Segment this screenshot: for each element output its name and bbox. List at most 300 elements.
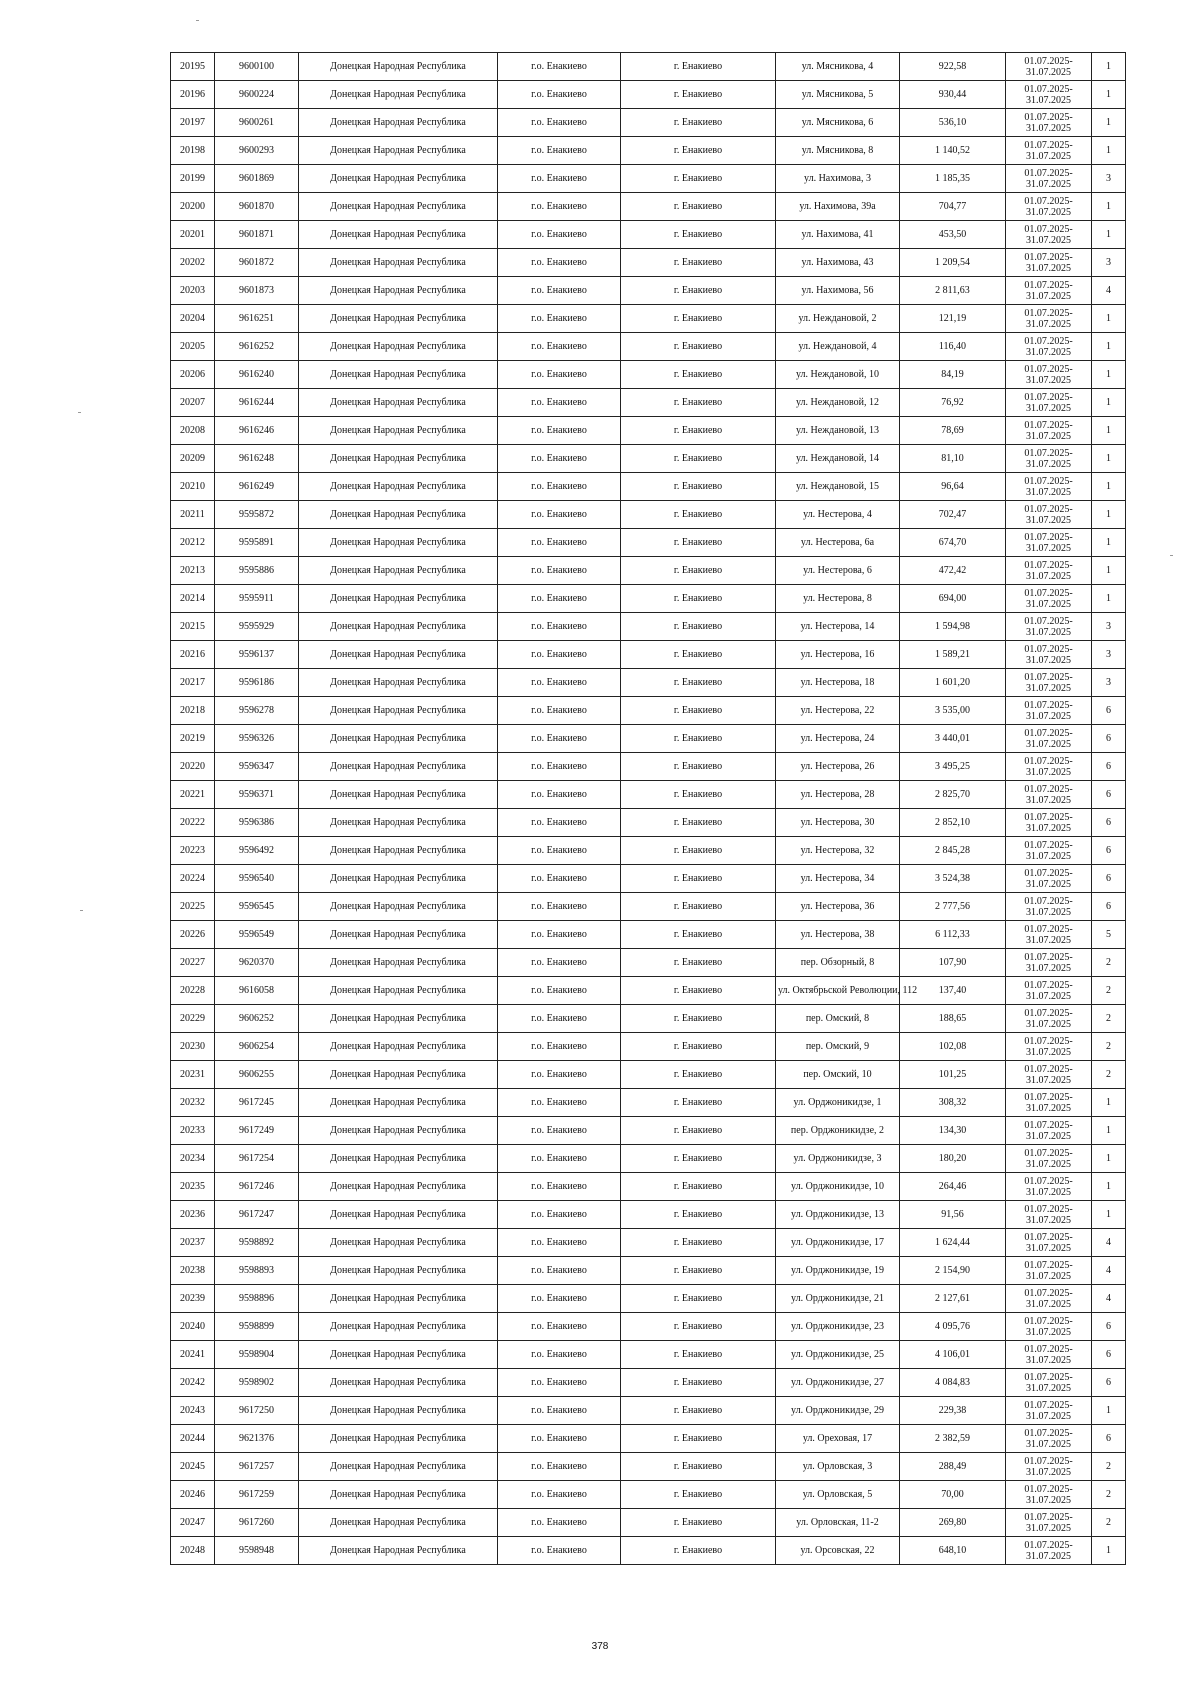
count-cell: 1 [1092, 1397, 1126, 1425]
period-start: 01.07.2025- [1024, 363, 1073, 375]
city-cell: г. Енакиево [621, 949, 776, 977]
address-cell: ул. Орловская, 11-2 [776, 1509, 900, 1537]
period-start: 01.07.2025- [1024, 1399, 1073, 1411]
period-end: 31.07.2025 [1026, 962, 1071, 974]
period-end: 31.07.2025 [1026, 1410, 1071, 1422]
row-number: 20219 [171, 725, 215, 753]
count-cell: 5 [1092, 921, 1126, 949]
period-end: 31.07.2025 [1026, 1018, 1071, 1030]
table-row [171, 1005, 1126, 1033]
period-start: 01.07.2025- [1024, 1007, 1073, 1019]
period-end: 31.07.2025 [1026, 430, 1071, 442]
district-cell: г.о. Енакиево [498, 1313, 621, 1341]
period-end: 31.07.2025 [1026, 1242, 1071, 1254]
address-cell: ул. Мясникова, 5 [776, 81, 900, 109]
count-cell: 6 [1092, 865, 1126, 893]
district-cell: г.о. Енакиево [498, 529, 621, 557]
period-end: 31.07.2025 [1026, 1466, 1071, 1478]
object-id: 9596326 [215, 725, 299, 753]
district-cell: г.о. Енакиево [498, 725, 621, 753]
region-cell: Донецкая Народная Республика [299, 1481, 498, 1509]
region-cell: Донецкая Народная Республика [299, 1229, 498, 1257]
object-id: 9600261 [215, 109, 299, 137]
city-cell: г. Енакиево [621, 1033, 776, 1061]
count-cell: 6 [1092, 697, 1126, 725]
address-cell: ул. Орджоникидзе, 29 [776, 1397, 900, 1425]
period-end: 31.07.2025 [1026, 1522, 1071, 1534]
address-cell: ул. Орджоникидзе, 10 [776, 1173, 900, 1201]
district-cell: г.о. Енакиево [498, 781, 621, 809]
district-cell: г.о. Енакиево [498, 277, 621, 305]
count-cell: 1 [1092, 1201, 1126, 1229]
period-end: 31.07.2025 [1026, 150, 1071, 162]
period-cell [1006, 333, 1092, 361]
count-cell: 1 [1092, 361, 1126, 389]
period-start: 01.07.2025- [1024, 1035, 1073, 1047]
period-start: 01.07.2025- [1024, 727, 1073, 739]
period-start: 01.07.2025- [1024, 251, 1073, 263]
row-number: 20245 [171, 1453, 215, 1481]
region-cell: Донецкая Народная Республика [299, 809, 498, 837]
period-end: 31.07.2025 [1026, 934, 1071, 946]
row-number: 20228 [171, 977, 215, 1005]
address-cell: ул. Неждановой, 2 [776, 305, 900, 333]
district-cell: г.о. Енакиево [498, 221, 621, 249]
table-row [171, 1397, 1126, 1425]
area-cell: 70,00 [900, 1481, 1006, 1509]
object-id: 9606255 [215, 1061, 299, 1089]
table-row [171, 221, 1126, 249]
period-cell [1006, 697, 1092, 725]
period-cell [1006, 1313, 1092, 1341]
period-cell [1006, 1089, 1092, 1117]
area-cell: 101,25 [900, 1061, 1006, 1089]
period-start: 01.07.2025- [1024, 811, 1073, 823]
table-row [171, 753, 1126, 781]
period-end: 31.07.2025 [1026, 1158, 1071, 1170]
area-cell: 180,20 [900, 1145, 1006, 1173]
district-cell: г.о. Енакиево [498, 333, 621, 361]
area-cell: 107,90 [900, 949, 1006, 977]
period-start: 01.07.2025- [1024, 279, 1073, 291]
period-cell [1006, 193, 1092, 221]
object-id: 9596278 [215, 697, 299, 725]
region-cell: Донецкая Народная Республика [299, 501, 498, 529]
period-end: 31.07.2025 [1026, 654, 1071, 666]
object-id: 9600224 [215, 81, 299, 109]
period-start: 01.07.2025- [1024, 447, 1073, 459]
table-row [171, 809, 1126, 837]
city-cell: г. Енакиево [621, 361, 776, 389]
object-id: 9616251 [215, 305, 299, 333]
period-end: 31.07.2025 [1026, 682, 1071, 694]
row-number: 20240 [171, 1313, 215, 1341]
object-id: 9600293 [215, 137, 299, 165]
area-cell: 3 535,00 [900, 697, 1006, 725]
object-id: 9617254 [215, 1145, 299, 1173]
region-cell: Донецкая Народная Республика [299, 305, 498, 333]
district-cell: г.о. Енакиево [498, 417, 621, 445]
district-cell: г.о. Енакиево [498, 1341, 621, 1369]
count-cell: 1 [1092, 109, 1126, 137]
region-cell: Донецкая Народная Республика [299, 361, 498, 389]
district-cell: г.о. Енакиево [498, 249, 621, 277]
period-end: 31.07.2025 [1026, 626, 1071, 638]
row-number: 20210 [171, 473, 215, 501]
period-start: 01.07.2025- [1024, 979, 1073, 991]
row-number: 20248 [171, 1537, 215, 1565]
table-row [171, 305, 1126, 333]
city-cell: г. Енакиево [621, 53, 776, 81]
period-end: 31.07.2025 [1026, 514, 1071, 526]
area-cell: 2 127,61 [900, 1285, 1006, 1313]
period-end: 31.07.2025 [1026, 794, 1071, 806]
period-start: 01.07.2025- [1024, 1119, 1073, 1131]
city-cell: г. Енакиево [621, 1117, 776, 1145]
count-cell: 3 [1092, 641, 1126, 669]
region-cell: Донецкая Народная Республика [299, 1509, 498, 1537]
object-id: 9601870 [215, 193, 299, 221]
area-cell: 930,44 [900, 81, 1006, 109]
row-number: 20199 [171, 165, 215, 193]
object-id: 9617246 [215, 1173, 299, 1201]
object-id: 9616252 [215, 333, 299, 361]
district-cell: г.о. Енакиево [498, 1005, 621, 1033]
district-cell: г.о. Енакиево [498, 109, 621, 137]
area-cell: 453,50 [900, 221, 1006, 249]
area-cell: 704,77 [900, 193, 1006, 221]
period-end: 31.07.2025 [1026, 598, 1071, 610]
city-cell: г. Енакиево [621, 1425, 776, 1453]
city-cell: г. Енакиево [621, 893, 776, 921]
address-cell: пер. Омский, 8 [776, 1005, 900, 1033]
district-cell: г.о. Енакиево [498, 697, 621, 725]
object-id: 9601871 [215, 221, 299, 249]
address-cell: пер. Омский, 10 [776, 1061, 900, 1089]
count-cell: 6 [1092, 893, 1126, 921]
table-row [171, 1201, 1126, 1229]
period-cell [1006, 1453, 1092, 1481]
count-cell: 1 [1092, 221, 1126, 249]
city-cell: г. Енакиево [621, 501, 776, 529]
address-cell: ул. Орджоникидзе, 27 [776, 1369, 900, 1397]
row-number: 20227 [171, 949, 215, 977]
period-start: 01.07.2025- [1024, 1091, 1073, 1103]
area-cell: 1 140,52 [900, 137, 1006, 165]
row-number: 20234 [171, 1145, 215, 1173]
object-id: 9617250 [215, 1397, 299, 1425]
period-cell [1006, 1537, 1092, 1565]
area-cell: 2 811,63 [900, 277, 1006, 305]
region-cell: Донецкая Народная Республика [299, 417, 498, 445]
period-cell [1006, 1117, 1092, 1145]
region-cell: Донецкая Народная Республика [299, 529, 498, 557]
address-cell: ул. Нахимова, 39а [776, 193, 900, 221]
period-end: 31.07.2025 [1026, 1186, 1071, 1198]
region-cell: Донецкая Народная Республика [299, 1145, 498, 1173]
period-cell [1006, 277, 1092, 305]
period-end: 31.07.2025 [1026, 1494, 1071, 1506]
region-cell: Донецкая Народная Республика [299, 389, 498, 417]
object-id: 9617259 [215, 1481, 299, 1509]
period-cell [1006, 1229, 1092, 1257]
region-cell: Донецкая Народная Республика [299, 977, 498, 1005]
row-number: 20195 [171, 53, 215, 81]
table-row [171, 1145, 1126, 1173]
address-cell: ул. Нестерова, 14 [776, 613, 900, 641]
period-cell [1006, 249, 1092, 277]
object-id: 9616246 [215, 417, 299, 445]
period-start: 01.07.2025- [1024, 1371, 1073, 1383]
table-row [171, 1313, 1126, 1341]
object-id: 9616249 [215, 473, 299, 501]
region-cell: Донецкая Народная Республика [299, 137, 498, 165]
table-row [171, 473, 1126, 501]
area-cell: 674,70 [900, 529, 1006, 557]
city-cell: г. Енакиево [621, 137, 776, 165]
count-cell: 1 [1092, 389, 1126, 417]
period-end: 31.07.2025 [1026, 1298, 1071, 1310]
row-number: 20230 [171, 1033, 215, 1061]
row-number: 20236 [171, 1201, 215, 1229]
area-cell: 96,64 [900, 473, 1006, 501]
period-start: 01.07.2025- [1024, 839, 1073, 851]
row-number: 20246 [171, 1481, 215, 1509]
row-number: 20198 [171, 137, 215, 165]
address-cell: ул. Неждановой, 14 [776, 445, 900, 473]
city-cell: г. Енакиево [621, 1145, 776, 1173]
table-row [171, 1453, 1126, 1481]
period-start: 01.07.2025- [1024, 503, 1073, 515]
address-cell: ул. Мясникова, 8 [776, 137, 900, 165]
city-cell: г. Енакиево [621, 1537, 776, 1565]
city-cell: г. Енакиево [621, 417, 776, 445]
city-cell: г. Енакиево [621, 1453, 776, 1481]
area-cell: 648,10 [900, 1537, 1006, 1565]
period-cell [1006, 781, 1092, 809]
object-id: 9601872 [215, 249, 299, 277]
district-cell: г.о. Енакиево [498, 837, 621, 865]
row-number: 20208 [171, 417, 215, 445]
table-row [171, 1537, 1126, 1565]
address-cell: ул. Ореховая, 17 [776, 1425, 900, 1453]
region-cell: Донецкая Народная Республика [299, 1285, 498, 1313]
count-cell: 1 [1092, 473, 1126, 501]
table-row [171, 333, 1126, 361]
district-cell: г.о. Енакиево [498, 53, 621, 81]
row-number: 20229 [171, 1005, 215, 1033]
city-cell: г. Енакиево [621, 165, 776, 193]
object-id: 9606254 [215, 1033, 299, 1061]
period-start: 01.07.2025- [1024, 587, 1073, 599]
object-id: 9617247 [215, 1201, 299, 1229]
object-id: 9606252 [215, 1005, 299, 1033]
address-cell: ул. Орджоникидзе, 17 [776, 1229, 900, 1257]
district-cell: г.о. Енакиево [498, 473, 621, 501]
table-row [171, 921, 1126, 949]
count-cell: 6 [1092, 1425, 1126, 1453]
city-cell: г. Енакиево [621, 1089, 776, 1117]
period-cell [1006, 921, 1092, 949]
district-cell: г.о. Енакиево [498, 1537, 621, 1565]
city-cell: г. Енакиево [621, 305, 776, 333]
region-cell: Донецкая Народная Республика [299, 613, 498, 641]
row-number: 20244 [171, 1425, 215, 1453]
row-number: 20206 [171, 361, 215, 389]
district-cell: г.о. Енакиево [498, 137, 621, 165]
region-cell: Донецкая Народная Республика [299, 1201, 498, 1229]
row-number: 20209 [171, 445, 215, 473]
table-row [171, 1257, 1126, 1285]
table-row [171, 865, 1126, 893]
period-cell [1006, 669, 1092, 697]
address-cell: ул. Мясникова, 4 [776, 53, 900, 81]
row-number: 20197 [171, 109, 215, 137]
object-id: 9596540 [215, 865, 299, 893]
city-cell: г. Енакиево [621, 1061, 776, 1089]
count-cell: 6 [1092, 837, 1126, 865]
region-cell: Донецкая Народная Республика [299, 669, 498, 697]
address-cell: ул. Нахимова, 43 [776, 249, 900, 277]
district-cell: г.о. Енакиево [498, 1061, 621, 1089]
city-cell: г. Енакиево [621, 277, 776, 305]
count-cell: 2 [1092, 1033, 1126, 1061]
address-cell: ул. Орджоникидзе, 23 [776, 1313, 900, 1341]
area-cell: 1 624,44 [900, 1229, 1006, 1257]
district-cell: г.о. Енакиево [498, 1369, 621, 1397]
city-cell: г. Енакиево [621, 781, 776, 809]
period-cell [1006, 1033, 1092, 1061]
period-start: 01.07.2025- [1024, 531, 1073, 543]
row-number: 20221 [171, 781, 215, 809]
row-number: 20232 [171, 1089, 215, 1117]
region-cell: Донецкая Народная Республика [299, 193, 498, 221]
count-cell: 6 [1092, 1313, 1126, 1341]
district-cell: г.о. Енакиево [498, 949, 621, 977]
period-cell [1006, 1425, 1092, 1453]
count-cell: 1 [1092, 137, 1126, 165]
address-cell: ул. Нестерова, 22 [776, 697, 900, 725]
period-start: 01.07.2025- [1024, 111, 1073, 123]
table-row [171, 837, 1126, 865]
period-start: 01.07.2025- [1024, 951, 1073, 963]
period-cell [1006, 585, 1092, 613]
count-cell: 1 [1092, 557, 1126, 585]
row-number: 20213 [171, 557, 215, 585]
period-start: 01.07.2025- [1024, 867, 1073, 879]
region-cell: Донецкая Народная Республика [299, 81, 498, 109]
table-row [171, 1117, 1126, 1145]
city-cell: г. Енакиево [621, 1257, 776, 1285]
table-row [171, 949, 1126, 977]
city-cell: г. Енакиево [621, 81, 776, 109]
period-end: 31.07.2025 [1026, 1214, 1071, 1226]
count-cell: 6 [1092, 781, 1126, 809]
object-id: 9620370 [215, 949, 299, 977]
area-cell: 84,19 [900, 361, 1006, 389]
region-cell: Донецкая Народная Республика [299, 1033, 498, 1061]
row-number: 20231 [171, 1061, 215, 1089]
object-id: 9617257 [215, 1453, 299, 1481]
object-id: 9598893 [215, 1257, 299, 1285]
table-row [171, 1033, 1126, 1061]
row-number: 20200 [171, 193, 215, 221]
area-cell: 137,40 [900, 977, 1006, 1005]
city-cell: г. Енакиево [621, 725, 776, 753]
period-end: 31.07.2025 [1026, 822, 1071, 834]
table-row [171, 557, 1126, 585]
count-cell: 2 [1092, 949, 1126, 977]
row-number: 20237 [171, 1229, 215, 1257]
region-cell: Донецкая Народная Республика [299, 333, 498, 361]
count-cell: 3 [1092, 249, 1126, 277]
region-cell: Донецкая Народная Республика [299, 697, 498, 725]
region-cell: Донецкая Народная Республика [299, 641, 498, 669]
row-number: 20223 [171, 837, 215, 865]
period-cell [1006, 1509, 1092, 1537]
object-id: 9596545 [215, 893, 299, 921]
city-cell: г. Енакиево [621, 1509, 776, 1537]
region-cell: Донецкая Народная Республика [299, 1117, 498, 1145]
address-cell: ул. Нахимова, 56 [776, 277, 900, 305]
object-id: 9616244 [215, 389, 299, 417]
area-cell: 102,08 [900, 1033, 1006, 1061]
period-end: 31.07.2025 [1026, 206, 1071, 218]
object-id: 9595886 [215, 557, 299, 585]
count-cell: 6 [1092, 1341, 1126, 1369]
row-number: 20196 [171, 81, 215, 109]
period-start: 01.07.2025- [1024, 55, 1073, 67]
area-cell: 1 601,20 [900, 669, 1006, 697]
area-cell: 116,40 [900, 333, 1006, 361]
area-cell: 1 209,54 [900, 249, 1006, 277]
object-id: 9596137 [215, 641, 299, 669]
table-row [171, 1481, 1126, 1509]
count-cell: 2 [1092, 1005, 1126, 1033]
period-end: 31.07.2025 [1026, 1130, 1071, 1142]
address-cell: ул. Нестерова, 6 [776, 557, 900, 585]
table-row [171, 641, 1126, 669]
row-number: 20235 [171, 1173, 215, 1201]
address-cell: ул. Орджоникидзе, 13 [776, 1201, 900, 1229]
table-row [171, 193, 1126, 221]
row-number: 20214 [171, 585, 215, 613]
period-start: 01.07.2025- [1024, 755, 1073, 767]
table-row [171, 1229, 1126, 1257]
area-cell: 134,30 [900, 1117, 1006, 1145]
object-id: 9596347 [215, 753, 299, 781]
period-cell [1006, 809, 1092, 837]
city-cell: г. Енакиево [621, 641, 776, 669]
period-end: 31.07.2025 [1026, 346, 1071, 358]
row-number: 20211 [171, 501, 215, 529]
count-cell: 2 [1092, 1509, 1126, 1537]
address-cell: ул. Нахимова, 3 [776, 165, 900, 193]
district-cell: г.о. Енакиево [498, 445, 621, 473]
object-id: 9617260 [215, 1509, 299, 1537]
region-cell: Донецкая Народная Республика [299, 837, 498, 865]
count-cell: 1 [1092, 333, 1126, 361]
period-end: 31.07.2025 [1026, 318, 1071, 330]
count-cell: 1 [1092, 501, 1126, 529]
district-cell: г.о. Енакиево [498, 1117, 621, 1145]
city-cell: г. Енакиево [621, 333, 776, 361]
table-row [171, 389, 1126, 417]
period-cell [1006, 529, 1092, 557]
row-number: 20218 [171, 697, 215, 725]
period-start: 01.07.2025- [1024, 1483, 1073, 1495]
period-start: 01.07.2025- [1024, 1063, 1073, 1075]
